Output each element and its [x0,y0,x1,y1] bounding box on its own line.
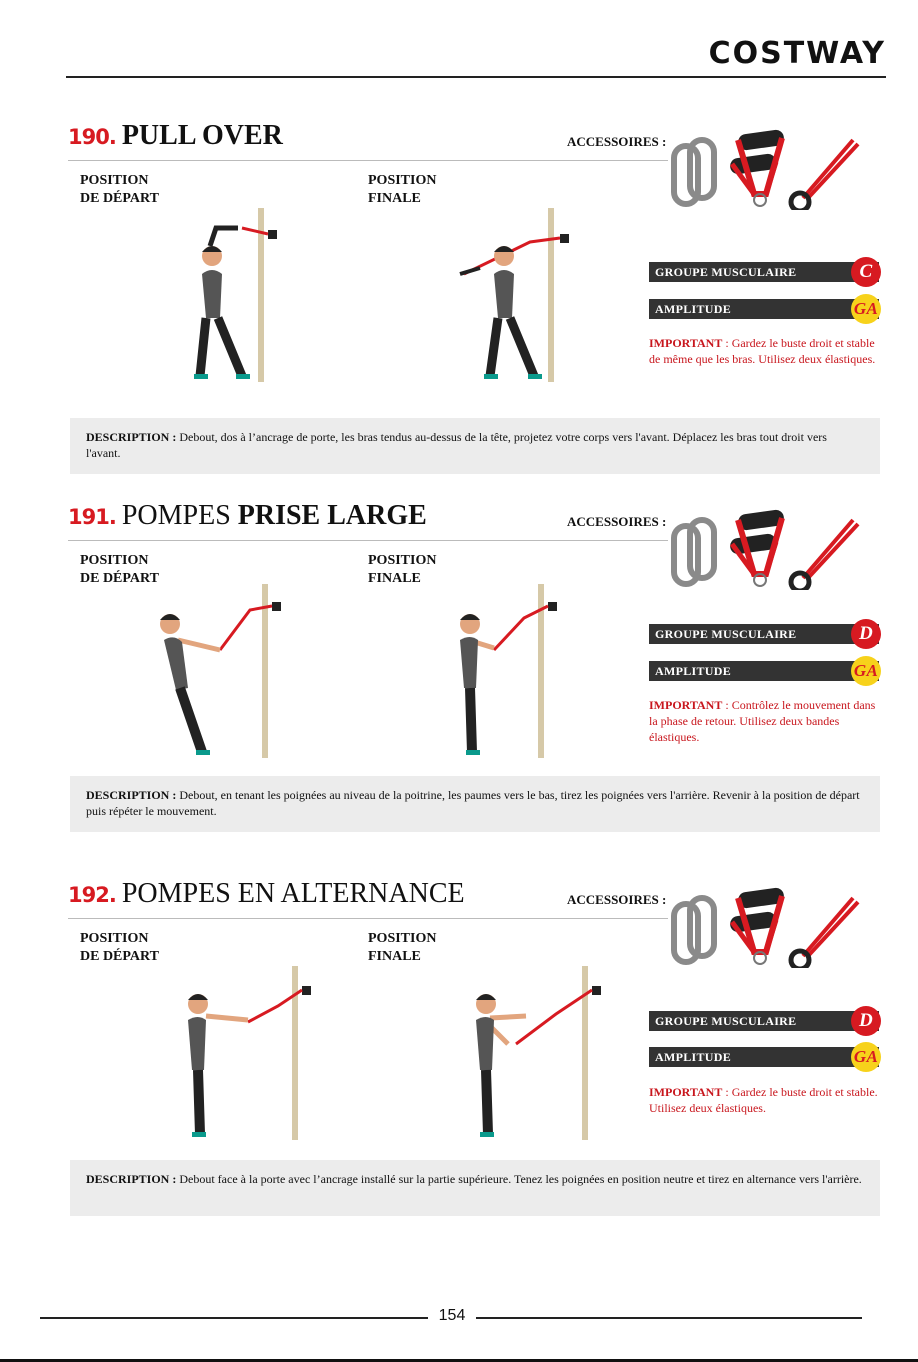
exercise-title [68,878,465,910]
exercise-number: 191. [68,505,116,529]
important-note: IMPORTANT : Gardez le buste droit et stable. Utilisez deux élastiques. [649,1085,878,1115]
accessories-label: ACCESSOIRES : [567,892,667,907]
start-position-illustration [150,208,370,382]
important-note: IMPORTANT : Contrôlez le mouvement dans la phase de retour. Utilisez deux bandes élastiques. [649,698,876,744]
start-position-illustration [170,966,390,1140]
amplitude-badge: GA [851,1042,881,1072]
title-rule [68,160,668,161]
amplitude-bar: AMPLITUDE GA [649,1047,879,1067]
final-position-label: POSITION FINALE [368,931,437,964]
title-bold: PRISE LARGE [237,500,427,531]
page-number: 154 [438,1307,466,1324]
title-bold: PULL OVER [121,120,283,151]
important-note: IMPORTANT : Gardez le buste droit et stable de même que les bras. Utilisez deux élastiques. [649,336,876,366]
muscle-group-bar: GROUPE MUSCULAIRE C [649,262,879,282]
accessories-icons [668,508,868,590]
muscle-group-badge: C [851,257,881,287]
start-position-label: POSITION DE DÉPART [80,931,159,964]
header-rule [66,76,886,78]
title-rule [68,918,668,919]
accessories-label: ACCESSOIRES : [567,134,667,149]
final-position-illustration [420,208,640,382]
title-regular: POMPES [121,500,238,531]
final-position-illustration [420,584,640,758]
title-rule [68,540,668,541]
final-position-label: POSITION FINALE [368,173,437,206]
muscle-group-badge: D [851,1006,881,1036]
exercise-number: 190. [68,125,116,149]
amplitude-bar: AMPLITUDE GA [649,661,879,681]
muscle-group-bar: GROUPE MUSCULAIRE D [649,624,879,644]
accessories-icons [668,128,868,210]
accessories-icons [668,886,868,968]
muscle-group-bar: GROUPE MUSCULAIRE D [649,1011,879,1031]
exercise-number: 192. [68,883,116,907]
final-position-label: POSITION FINALE [368,553,437,586]
exercise-190 [0,120,918,490]
exercise-191 [0,500,918,870]
start-position-label: POSITION DE DÉPART [80,173,159,206]
accessories-label: ACCESSOIRES : [567,514,667,529]
exercise-title [68,500,427,532]
muscle-group-badge: D [851,619,881,649]
footer-rule-left [40,1317,428,1319]
exercise-title [68,120,283,152]
amplitude-bar: AMPLITUDE GA [649,299,879,319]
final-position-illustration [460,966,680,1140]
exercise-192 [0,878,918,1248]
footer-rule-right [476,1317,862,1319]
brand-logo: COSTWAY [708,36,886,71]
description-box: DESCRIPTION : Debout, en tenant les poignées au niveau de la poitrine, les paumes vers le bas, tirez les poignées vers l'arrière. Revenir à la position de départ puis répéter le mouvement. [70,776,880,832]
description-box: DESCRIPTION : Debout face à la porte avec l’ancrage installé sur la partie supérieure. Tenez les poignées en position neutre et tirez en alternance vers l'arrière. [70,1160,880,1216]
start-position-label: POSITION DE DÉPART [80,553,159,586]
title-regular: POMPES EN ALTERNANCE [121,878,465,909]
description-box: DESCRIPTION : Debout, dos à l’ancrage de porte, les bras tendus au-dessus de la tête, projetez votre corps vers l'avant. Déplacez les bras tout droit vers l'avant. [70,418,880,474]
start-position-illustration [150,584,370,758]
amplitude-badge: GA [851,294,881,324]
amplitude-badge: GA [851,656,881,686]
